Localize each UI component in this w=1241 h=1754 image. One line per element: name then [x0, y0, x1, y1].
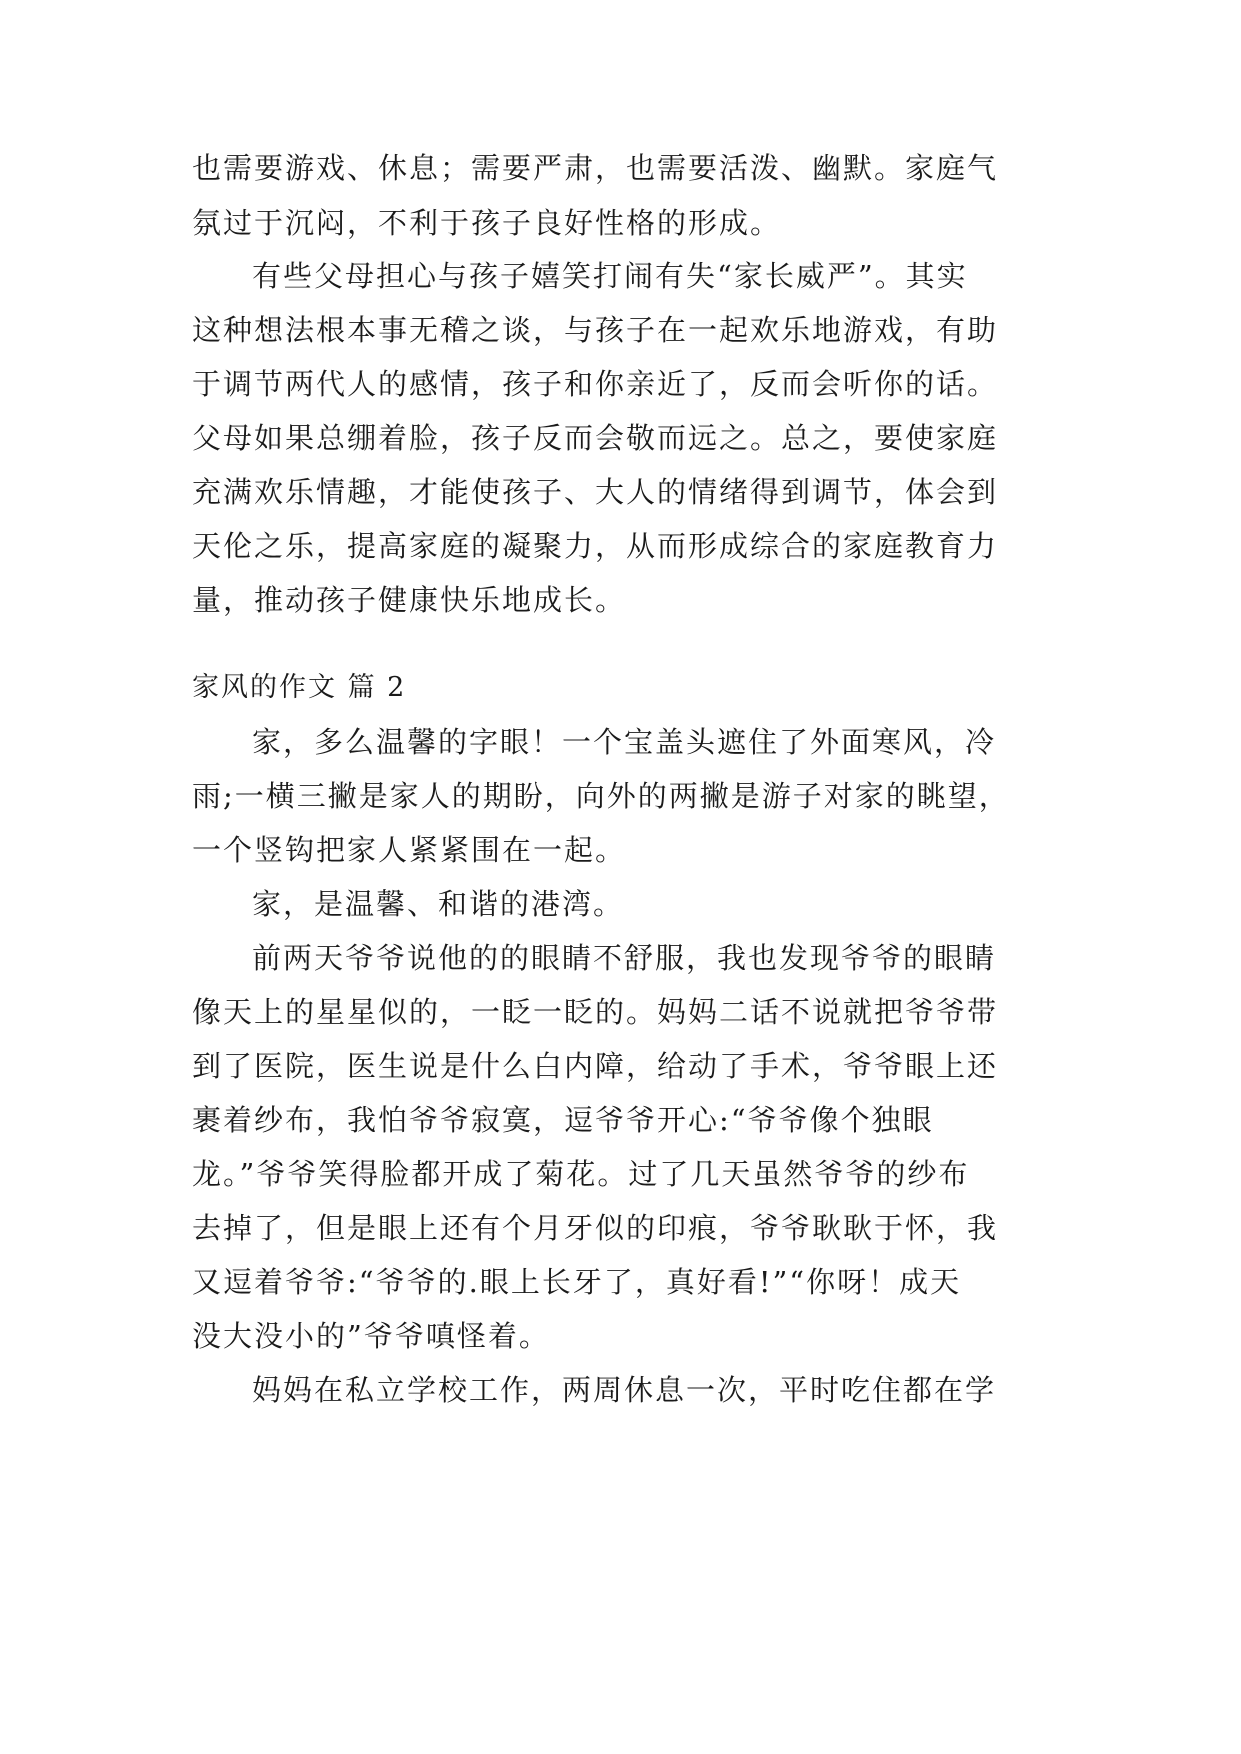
paragraph-line: 前两天爷爷说他的的眼睛不舒服，我也发现爷爷的眼睛 — [252, 941, 997, 975]
paragraph-line: 家，多么温馨的字眼！一个宝盖头遮住了外面寒风，冷 — [252, 725, 997, 759]
paragraph-line: 父母如果总绷着脸，孩子反而会敬而远之。总之，要使家庭 — [192, 421, 999, 455]
paragraph-line: 去掉了，但是眼上还有个月牙似的印痕，爷爷耿耿于怀，我 — [192, 1211, 999, 1245]
paragraph-line: 雨;一横三撇是家人的期盼，向外的两撇是游子对家的眺望， — [192, 779, 1010, 813]
paragraph-line: 龙。”爷爷笑得脸都开成了菊花。过了几天虽然爷爷的纱布 — [192, 1157, 970, 1191]
paragraph-line: 这种想法根本事无稽之谈，与孩子在一起欢乐地游戏，有助 — [192, 313, 999, 347]
paragraph-line: 充满欢乐情趣，才能使孩子、大人的情绪得到调节，体会到 — [192, 475, 999, 509]
paragraph-line: 裹着纱布，我怕爷爷寂寞，逗爷爷开心:“爷爷像个独眼 — [192, 1103, 934, 1137]
paragraph-line: 到了医院，医生说是什么白内障，给动了手术，爷爷眼上还 — [192, 1049, 999, 1083]
paragraph-line: 没大没小的”爷爷嗔怪着。 — [192, 1319, 550, 1353]
paragraph-line: 有些父母担心与孩子嬉笑打闹有失“家长威严”。其实 — [252, 259, 968, 293]
paragraph-line: 又逗着爷爷:“爷爷的.眼上长牙了，真好看!”“你呀！成天 — [192, 1265, 962, 1299]
paragraph-line: 于调节两代人的感情，孩子和你亲近了，反而会听你的话。 — [192, 367, 999, 401]
paragraph-line: 像天上的星星似的，一眨一眨的。妈妈二话不说就把爷爷带 — [192, 995, 999, 1029]
paragraph-line: 一个竖钩把家人紧紧围在一起。 — [192, 833, 627, 867]
paragraph-line: 天伦之乐，提高家庭的凝聚力，从而形成综合的家庭教育力 — [192, 529, 999, 563]
paragraph-line: 量，推动孩子健康快乐地成长。 — [192, 583, 627, 617]
section-heading: 家风的作文 篇 2 — [192, 672, 407, 703]
paragraph-line: 氛过于沉闷，不利于孩子良好性格的形成。 — [192, 206, 782, 240]
paragraph-line: 妈妈在私立学校工作，两周休息一次，平时吃住都在学 — [252, 1373, 997, 1407]
paragraph-line: 也需要游戏、休息；需要严肃，也需要活泼、幽默。家庭气 — [192, 151, 999, 185]
paragraph-line: 家，是温馨、和谐的港湾。 — [252, 887, 625, 921]
